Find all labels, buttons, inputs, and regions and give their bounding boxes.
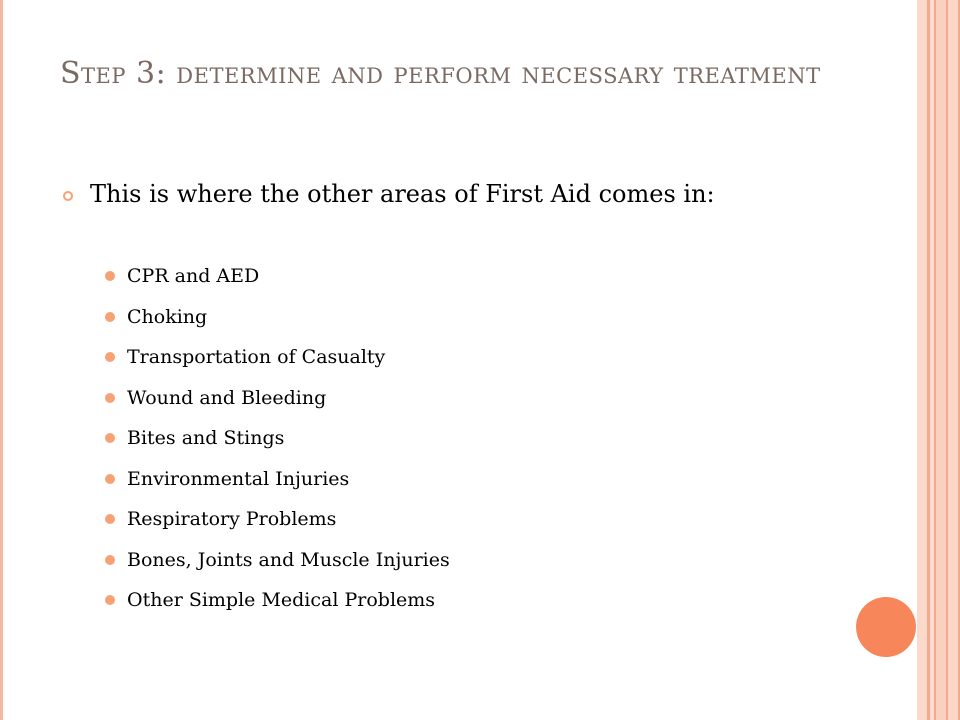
dot-bullet-icon	[105, 352, 115, 362]
list-item-text: Bones, Joints and Muscle Injuries	[127, 548, 450, 571]
list-item-text: Bites and Stings	[127, 427, 285, 449]
dot-bullet-icon	[105, 312, 115, 322]
dot-bullet-icon	[105, 514, 115, 524]
list-item-text: Environmental Injuries	[127, 467, 350, 490]
right-stripe	[917, 0, 927, 720]
main-bullet-text: This is where the other areas of First Aid comes in:	[90, 180, 715, 208]
list-item-text: Transportation of Casualty	[127, 346, 386, 368]
list-item-text: Respiratory Problems	[127, 508, 337, 530]
dot-bullet-icon	[105, 474, 115, 484]
dot-bullet-icon	[105, 393, 115, 403]
list-item-text: CPR and AED	[127, 265, 260, 287]
dot-bullet-icon	[105, 595, 115, 605]
right-stripe	[948, 0, 958, 720]
list-item-text: Other Simple Medical Problems	[127, 589, 436, 611]
left-border	[0, 0, 3, 720]
dot-bullet-icon	[105, 555, 115, 565]
list-item-text: Choking	[127, 305, 208, 328]
dot-bullet-icon	[105, 271, 115, 281]
decorative-circle	[856, 597, 916, 657]
list-item-text: Wound and Bleeding	[127, 386, 327, 409]
dot-bullet-icon	[105, 433, 115, 443]
slide-title: Step 3: determine and perform necessary treatment	[60, 56, 821, 91]
right-stripe	[936, 0, 946, 720]
main-bullet	[63, 178, 843, 211]
ring-bullet-icon	[63, 191, 73, 201]
